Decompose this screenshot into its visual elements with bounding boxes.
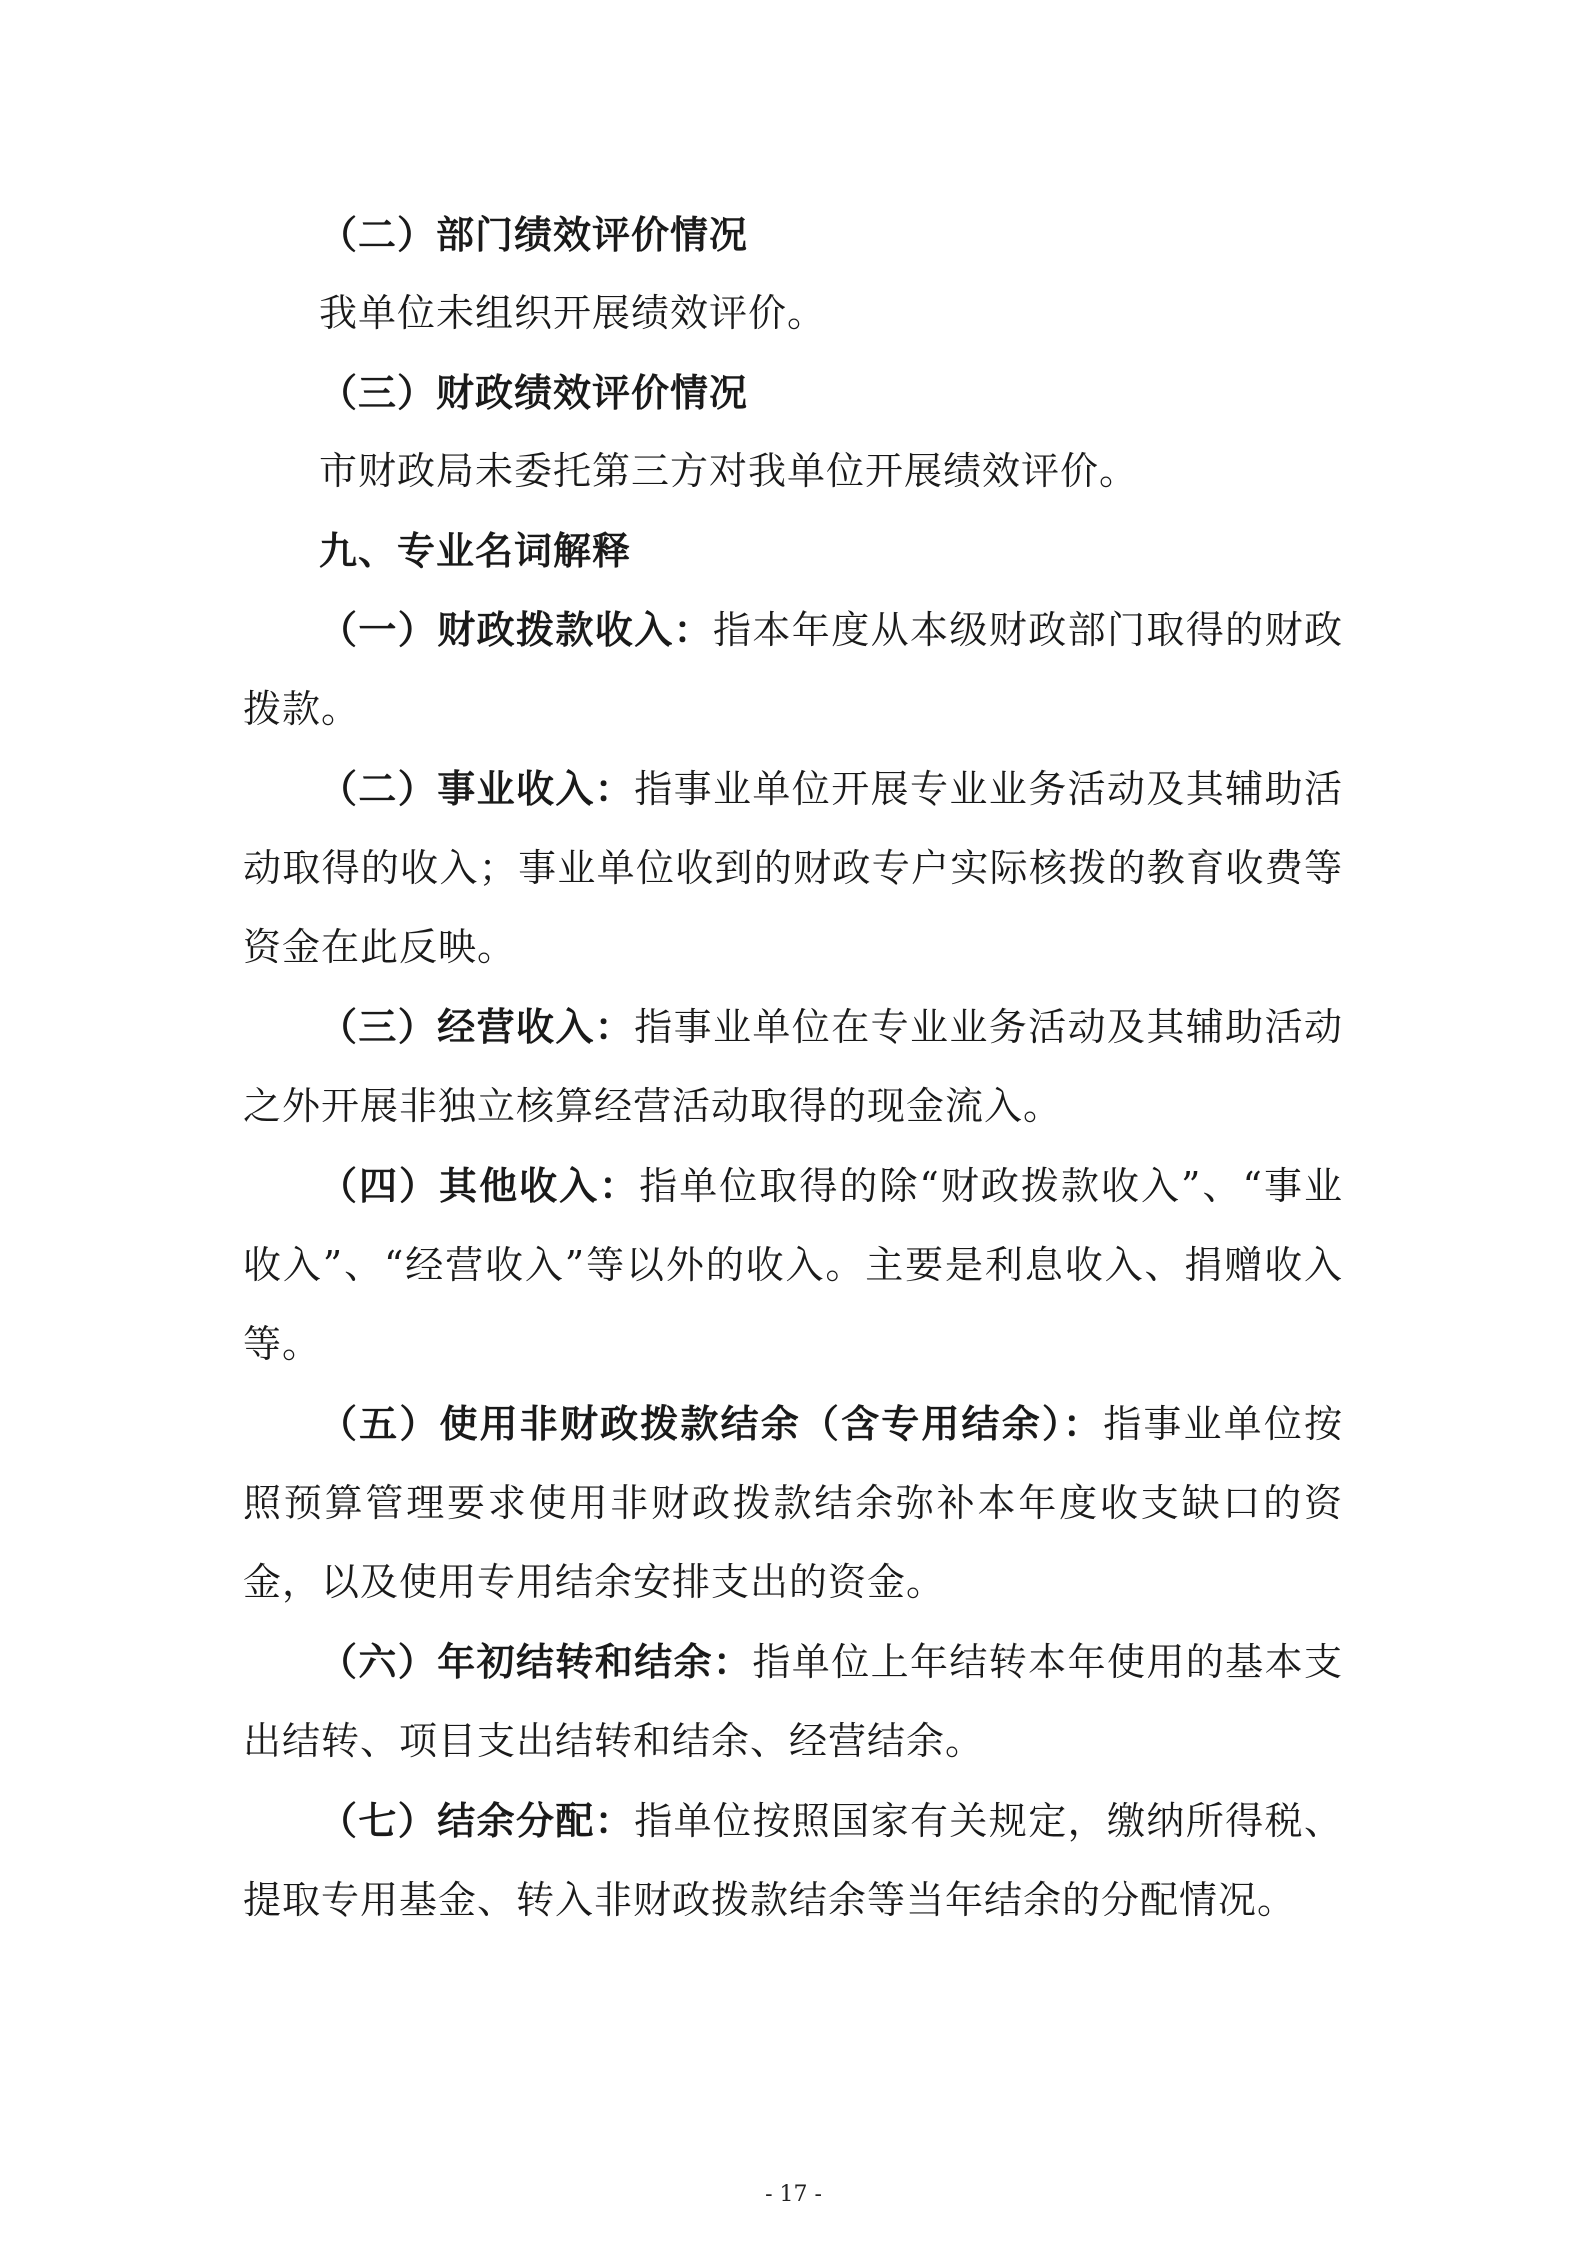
glossary-term: （七）结余分配：	[319, 1798, 635, 1843]
glossary-definition: 指事业单位开展专业业务活动及其辅助活动取得的收入；事业单位收到的财政专户实际核拨的教育收费等资金在此反映。	[243, 767, 1343, 969]
glossary-term: （六）年初结转和结余：	[319, 1639, 753, 1684]
glossary-item	[243, 1781, 1343, 1940]
section-heading-dept-eval: （二）部门绩效评价情况	[319, 212, 749, 257]
section-heading-fin-eval: （三）财政绩效评价情况	[319, 370, 749, 415]
glossary-definition: 指单位按照国家有关规定，缴纳所得税、提取专用基金、转入非财政拨款结余等当年结余的分配情况。	[243, 1799, 1343, 1922]
glossary-definition: 指事业单位按照预算管理要求使用非财政拨款结余弥补本年度收支缺口的资金，以及使用专用结余安排支出的资金。	[243, 1402, 1343, 1604]
glossary-definition: 指本年度从本级财政部门取得的财政拨款。	[243, 608, 1343, 731]
glossary-term: （三）经营收入：	[319, 1004, 635, 1049]
section-text-fin-eval: 市财政局未委托第三方对我单位开展绩效评价。	[319, 449, 1139, 493]
section-heading-glossary: 九、专业名词解释	[319, 528, 632, 573]
glossary-definition: 指单位上年结转本年使用的基本支出结转、项目支出结转和结余、经营结余。	[243, 1640, 1343, 1763]
glossary-definition: 指单位取得的除“财政拨款收入”、“事业收入”、“经营收入”等以外的收入。主要是利息收入、捐赠收入等。	[243, 1164, 1343, 1366]
page-number: - 17 -	[765, 2182, 822, 2207]
glossary-item	[243, 1146, 1343, 1384]
glossary-item	[243, 1384, 1343, 1622]
glossary-definition: 指事业单位在专业业务活动及其辅助活动之外开展非独立核算经营活动取得的现金流入。	[243, 1005, 1343, 1128]
glossary-term: （五）使用非财政拨款结余（含专用结余）：	[319, 1401, 1104, 1446]
section-text-dept-eval: 我单位未组织开展绩效评价。	[319, 291, 827, 335]
glossary-item	[243, 590, 1343, 749]
glossary-item	[243, 749, 1343, 987]
glossary-term: （四）其他收入：	[319, 1163, 640, 1208]
glossary-item	[243, 1622, 1343, 1781]
document-body	[243, 195, 1343, 1940]
glossary-item	[243, 987, 1343, 1146]
glossary-term: （一）财政拨款收入：	[319, 607, 713, 652]
glossary-term: （二）事业收入：	[319, 766, 635, 811]
